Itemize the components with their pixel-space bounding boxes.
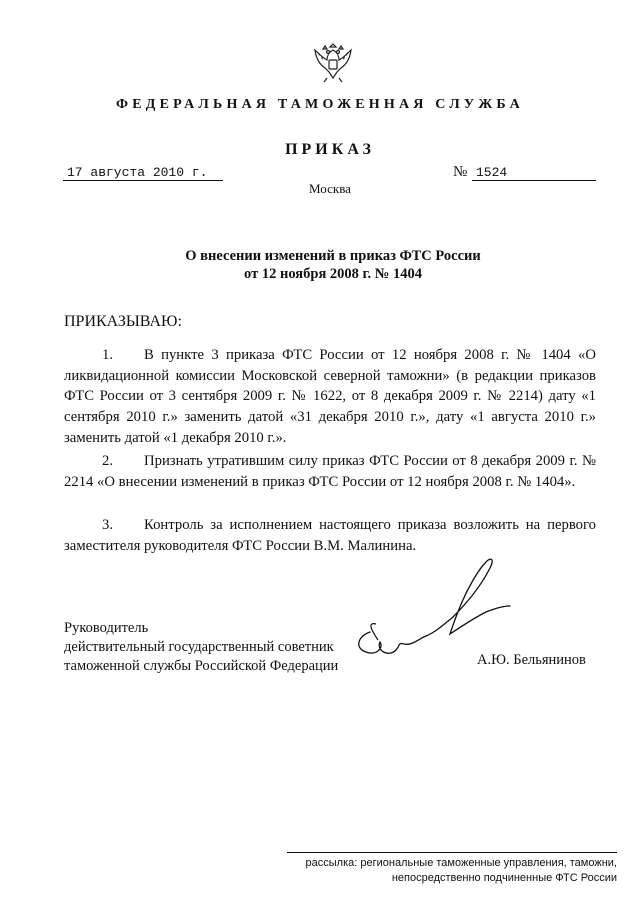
item-text: Признать утратившим силу приказ ФТС России от 8 декабря 2009 г. № 2214 «О внесении изменений в приказ ФТС России от 12 ноября 2008 г. № 1404». xyxy=(64,453,596,490)
order-date: 17 августа 2010 г. xyxy=(63,166,223,181)
signer-name: А.Ю. Бельянинов xyxy=(477,652,586,668)
item-number: 3. xyxy=(102,517,114,533)
directive-heading: ПРИКАЗЫВАЮ: xyxy=(64,313,182,330)
signer-title-line-3: таможенной службы Российской Федерации xyxy=(64,658,339,674)
subject-line-1: О внесении изменений в приказ ФТС России xyxy=(185,248,481,264)
distribution-line-2: непосредственно подчиненные ФТС России xyxy=(391,872,617,884)
distribution-line-1: рассылка: региональные таможенные управления, таможни, xyxy=(305,857,617,869)
number-label: № xyxy=(453,164,468,180)
signer-title-line-2: действительный государственный советник xyxy=(64,639,334,655)
order-subject xyxy=(0,247,640,283)
item-number: 2. xyxy=(102,453,114,469)
subject-line-2: от 12 ноября 2008 г. № 1404 xyxy=(244,266,422,282)
document-type: ПРИКАЗ xyxy=(285,141,375,158)
city: Москва xyxy=(309,181,351,196)
distribution-list xyxy=(287,856,617,886)
item-text: В пункте 3 приказа ФТС России от 12 ноября 2008 г. № 1404 «О ликвидационной комиссии Московской северной таможни» (в редакции приказов ФТС России от 3 сентября 2009 г. № 1622, от 8 декабря 2009 г. № 2214) дату «1 сентября 2010 г.» заменить датой «31 декабря 2010 г.», дату «1 августа 2010 г.» заменить датой «1 декабря 2010 г.». xyxy=(64,347,596,446)
list-item xyxy=(64,345,596,449)
russian-coat-of-arms-icon xyxy=(309,38,357,86)
list-item xyxy=(64,451,596,492)
divider xyxy=(287,852,617,853)
item-text: Контроль за исполнением настоящего приказа возложить на первого заместителя руководителя ФТС России В.М. Малинина. xyxy=(64,517,596,554)
signer-title xyxy=(64,619,338,676)
order-number: 1524 xyxy=(472,166,596,181)
agency-name: ФЕДЕРАЛЬНАЯ ТАМОЖЕННАЯ СЛУЖБА xyxy=(116,97,524,112)
item-number: 1. xyxy=(102,347,114,363)
signer-title-line-1: Руководитель xyxy=(64,620,149,636)
